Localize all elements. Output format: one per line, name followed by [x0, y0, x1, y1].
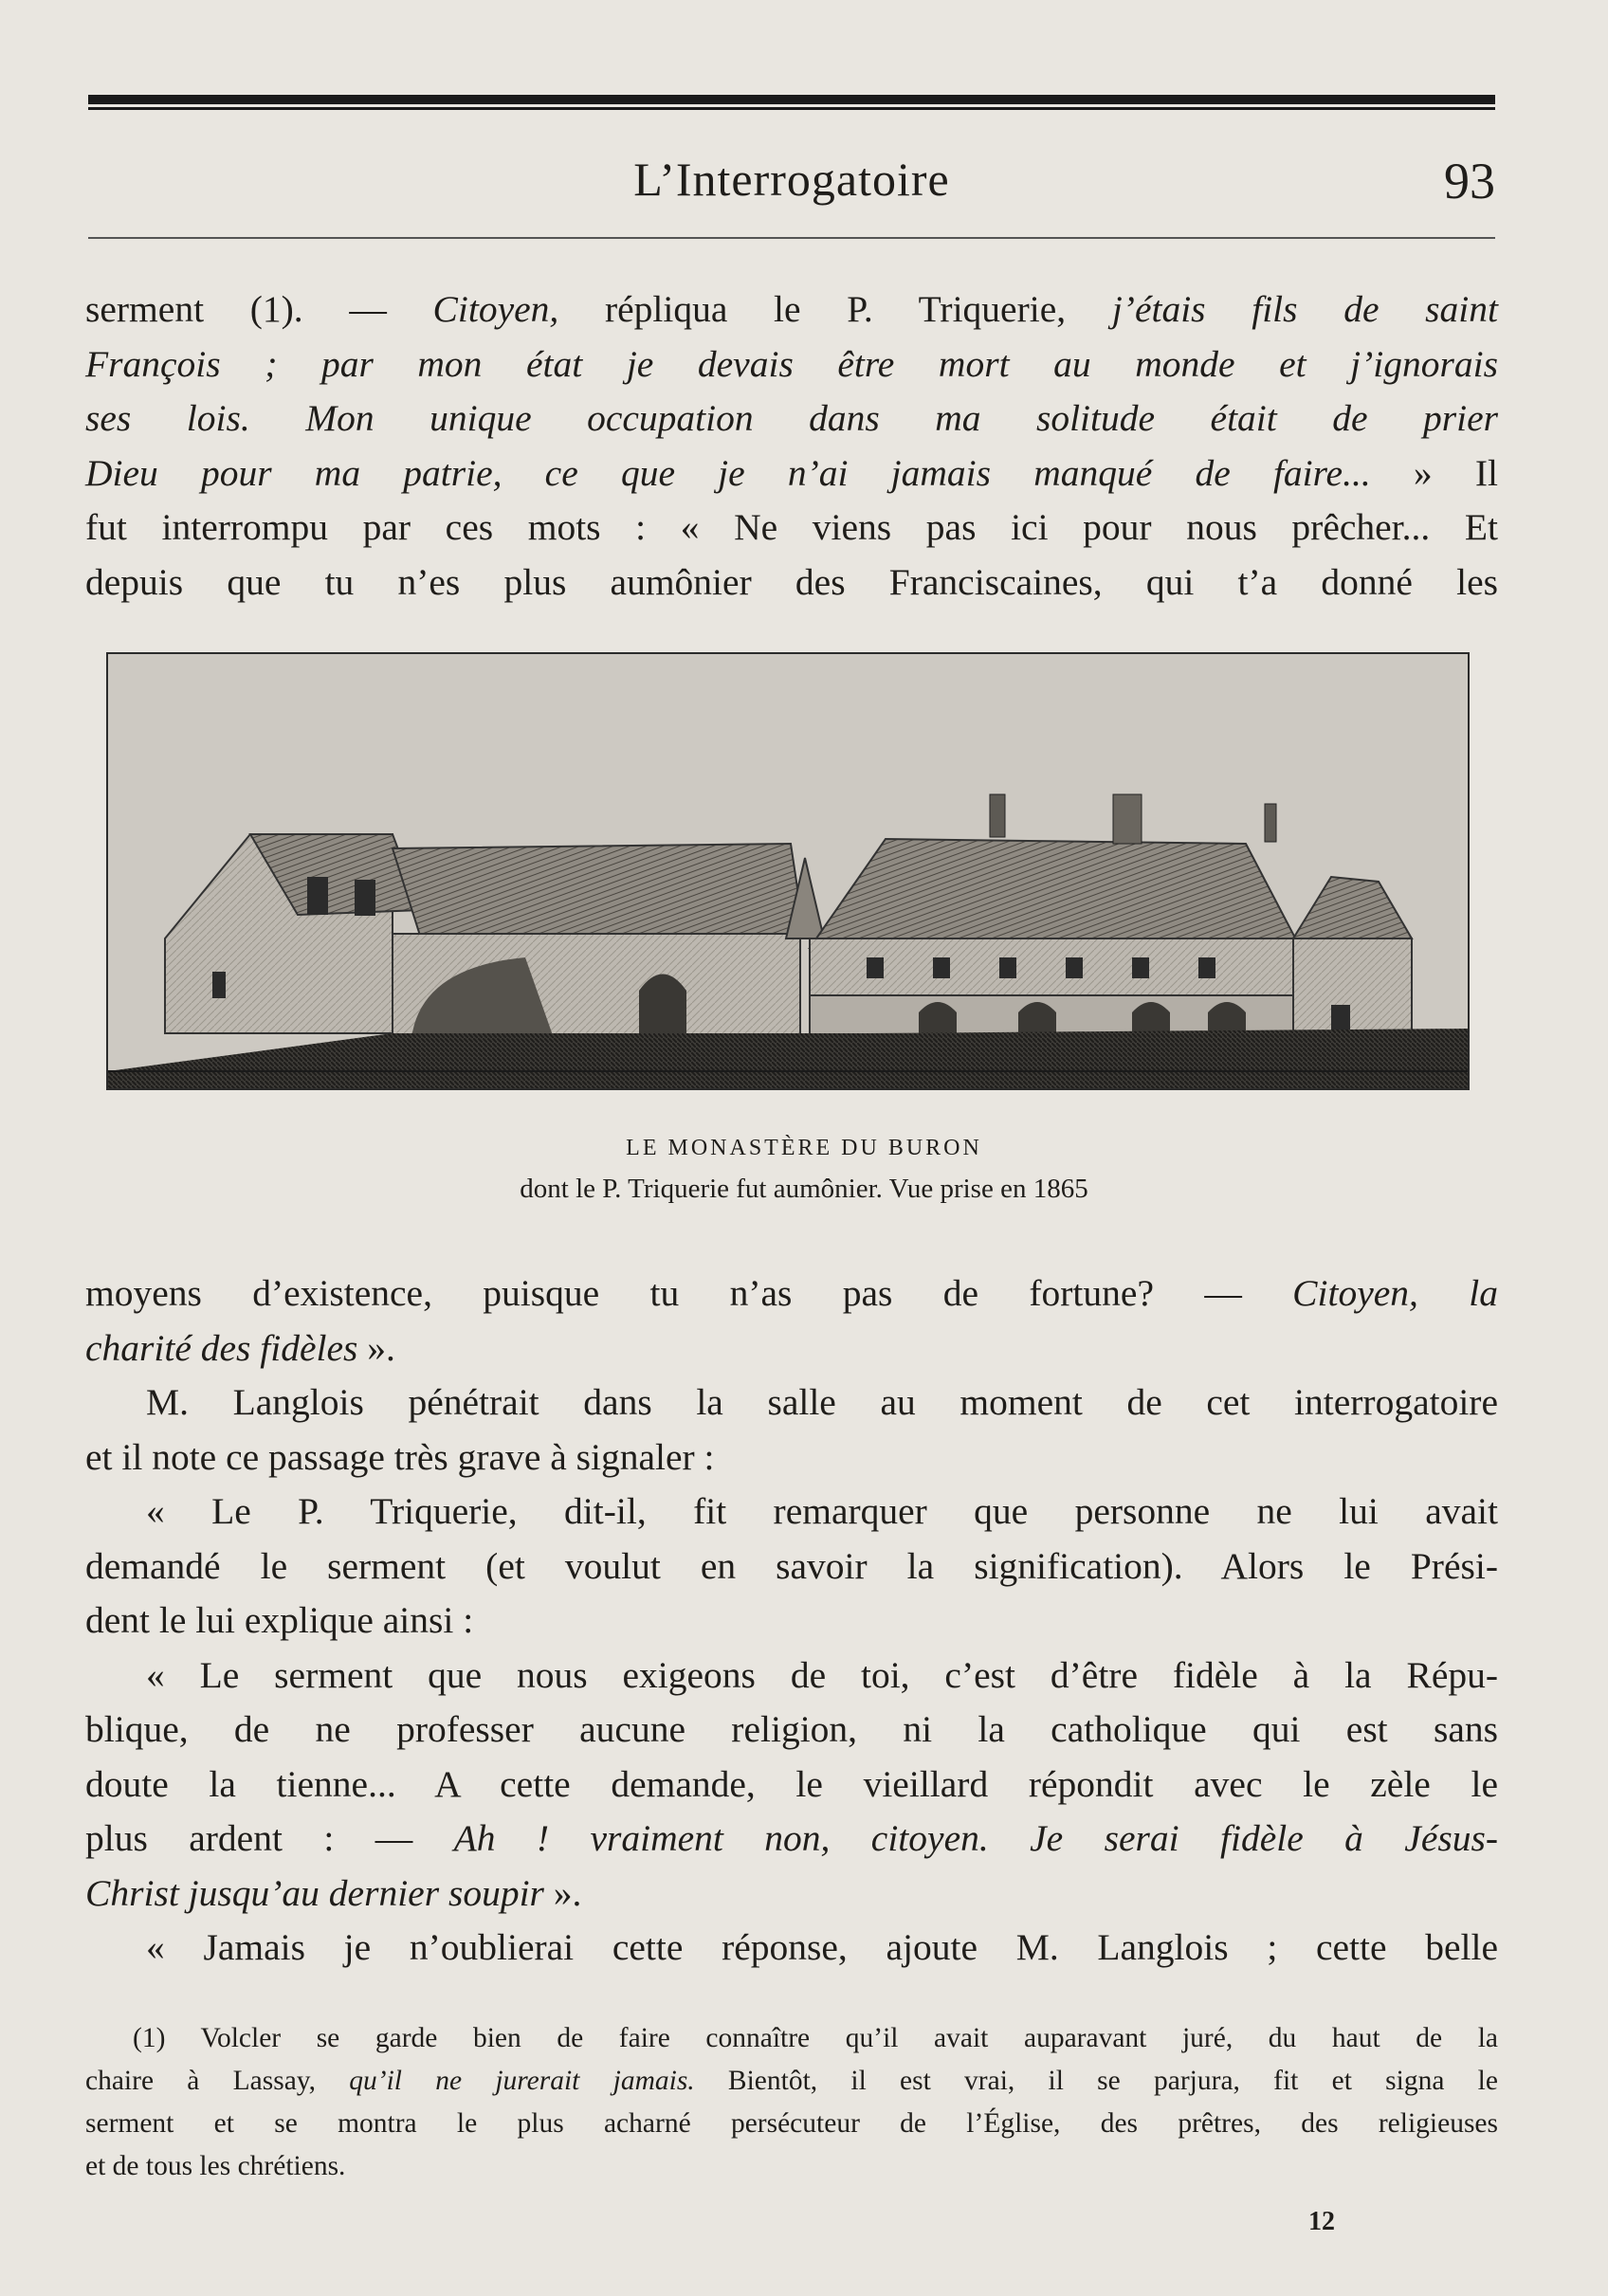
text-run: et il note ce passage très grave à signaler :	[85, 1435, 715, 1478]
paragraph	[85, 1649, 1498, 1922]
italic-text-run: Citoyen, la	[1292, 1272, 1498, 1314]
text-line	[85, 282, 1498, 337]
text-run: fut interrompu par ces mots : « Ne viens pas ici pour nous prêcher... Et	[85, 506, 1498, 548]
text-after-figure	[85, 1266, 1498, 1976]
text-line	[85, 556, 1498, 610]
text-run: « Le P. Triquerie, dit-il, fit remarquer que personne ne lui avait	[146, 1490, 1498, 1532]
text-run: « Jamais je n’oublierai cette réponse, ajoute M. Langlois ; cette belle	[146, 1926, 1498, 1968]
text-line	[85, 1921, 1498, 1976]
text-run: chaire à Lassay,	[85, 2066, 350, 2096]
text-line	[85, 1266, 1498, 1321]
text-line	[85, 1594, 1498, 1649]
text-run: doute la tienne... A cette demande, le vieillard répondit avec le zèle le	[85, 1762, 1498, 1805]
text-run: dent le lui explique ainsi :	[85, 1599, 474, 1641]
italic-text-run: qu’il ne jurerait jamais.	[349, 2066, 695, 2096]
italic-text-run: j’étais fils de saint	[1111, 288, 1498, 330]
italic-text-run: ses lois. Mon unique occupation dans ma solitude était de prier	[85, 397, 1498, 439]
text-line	[85, 2017, 1498, 2060]
text-run: serment (1). —	[85, 288, 433, 330]
page-number: 93	[1444, 153, 1495, 210]
text-run: » Il	[1370, 451, 1498, 494]
text-line	[85, 501, 1498, 556]
text-run: moyens d’existence, puisque tu n’as pas de fortune? —	[85, 1272, 1293, 1314]
paragraph	[85, 1266, 1498, 1376]
figure-caption-text: dont le P. Triquerie fut aumônier. Vue prise en 1865	[520, 1174, 1088, 1204]
text-run: (1) Volcler se garde bien de faire connaître qu’il avait auparavant juré, du haut de la	[133, 2023, 1498, 2053]
italic-text-run: Dieu pour ma patrie, ce que je n’ai jamais manqué de faire...	[85, 451, 1371, 494]
text-line	[85, 392, 1498, 446]
text-run: depuis que tu n’es plus aumônier des Franciscaines, qui t’a donné les	[85, 560, 1498, 603]
italic-text-run: François ; par mon état je devais être mort au monde et j’ignorais	[85, 342, 1498, 385]
figure-caption-title: LE MONASTÈRE DU BURON	[626, 1136, 982, 1160]
italic-text-run: charité des fidèles	[85, 1326, 358, 1369]
header-thick-rule	[88, 95, 1495, 104]
text-run: demandé le serment (et voulut en savoir la signification). Alors le Prési-	[85, 1544, 1498, 1587]
text-run: M. Langlois pénétrait dans la salle au moment de cet interrogatoire	[146, 1381, 1498, 1423]
header-thin-rule-top	[88, 107, 1495, 110]
paragraph	[85, 1376, 1498, 1485]
monastery-illustration	[108, 654, 1468, 1088]
text-line	[85, 1812, 1498, 1867]
text-line	[85, 1376, 1498, 1430]
text-line	[85, 2145, 1498, 2188]
paragraph	[85, 1921, 1498, 1976]
monastery-engraving	[106, 652, 1470, 1090]
text-line	[85, 1540, 1498, 1594]
text-run: Bientôt, il est vrai, il se parjura, fit et signa le	[694, 2066, 1498, 2096]
text-run: ».	[357, 1326, 395, 1369]
text-line	[85, 1649, 1498, 1704]
text-line	[85, 1321, 1498, 1376]
header-rule	[88, 237, 1495, 239]
text-line	[85, 1867, 1498, 1922]
paragraph	[85, 1485, 1498, 1649]
signature-mark: 12	[1308, 2207, 1335, 2236]
italic-text-run: Ah ! vraiment non, citoyen. Je serai fidèle à Jésus-	[453, 1817, 1498, 1859]
text-run: ».	[543, 1871, 582, 1914]
text-run: blique, de ne professer aucune religion, ni la catholique qui est sans	[85, 1708, 1498, 1750]
text-line	[85, 2103, 1498, 2145]
text-line	[85, 1758, 1498, 1813]
text-line	[85, 2060, 1498, 2103]
text-line	[85, 1703, 1498, 1758]
text-line	[85, 337, 1498, 392]
text-run: « Le serment que nous exigeons de toi, c’est d’être fidèle à la Répu-	[146, 1653, 1498, 1696]
text-before-figure	[85, 282, 1498, 610]
text-run: plus ardent : —	[85, 1817, 454, 1859]
paragraph	[85, 282, 1498, 610]
text-run: et de tous les chrétiens.	[85, 2151, 346, 2181]
running-title: L’Interrogatoire	[633, 153, 950, 206]
italic-text-run: Citoyen,	[432, 288, 559, 330]
text-run: serment et se montra le plus acharné persécuteur de l’Église, des prêtres, des religieuses	[85, 2108, 1498, 2139]
italic-text-run: Christ jusqu’au dernier soupir	[85, 1871, 544, 1914]
footnote	[85, 2017, 1498, 2188]
text-run: répliqua le P. Triquerie,	[558, 288, 1112, 330]
text-line	[85, 1430, 1498, 1485]
running-head	[88, 152, 1495, 212]
text-line	[85, 446, 1498, 501]
text-line	[85, 1485, 1498, 1540]
